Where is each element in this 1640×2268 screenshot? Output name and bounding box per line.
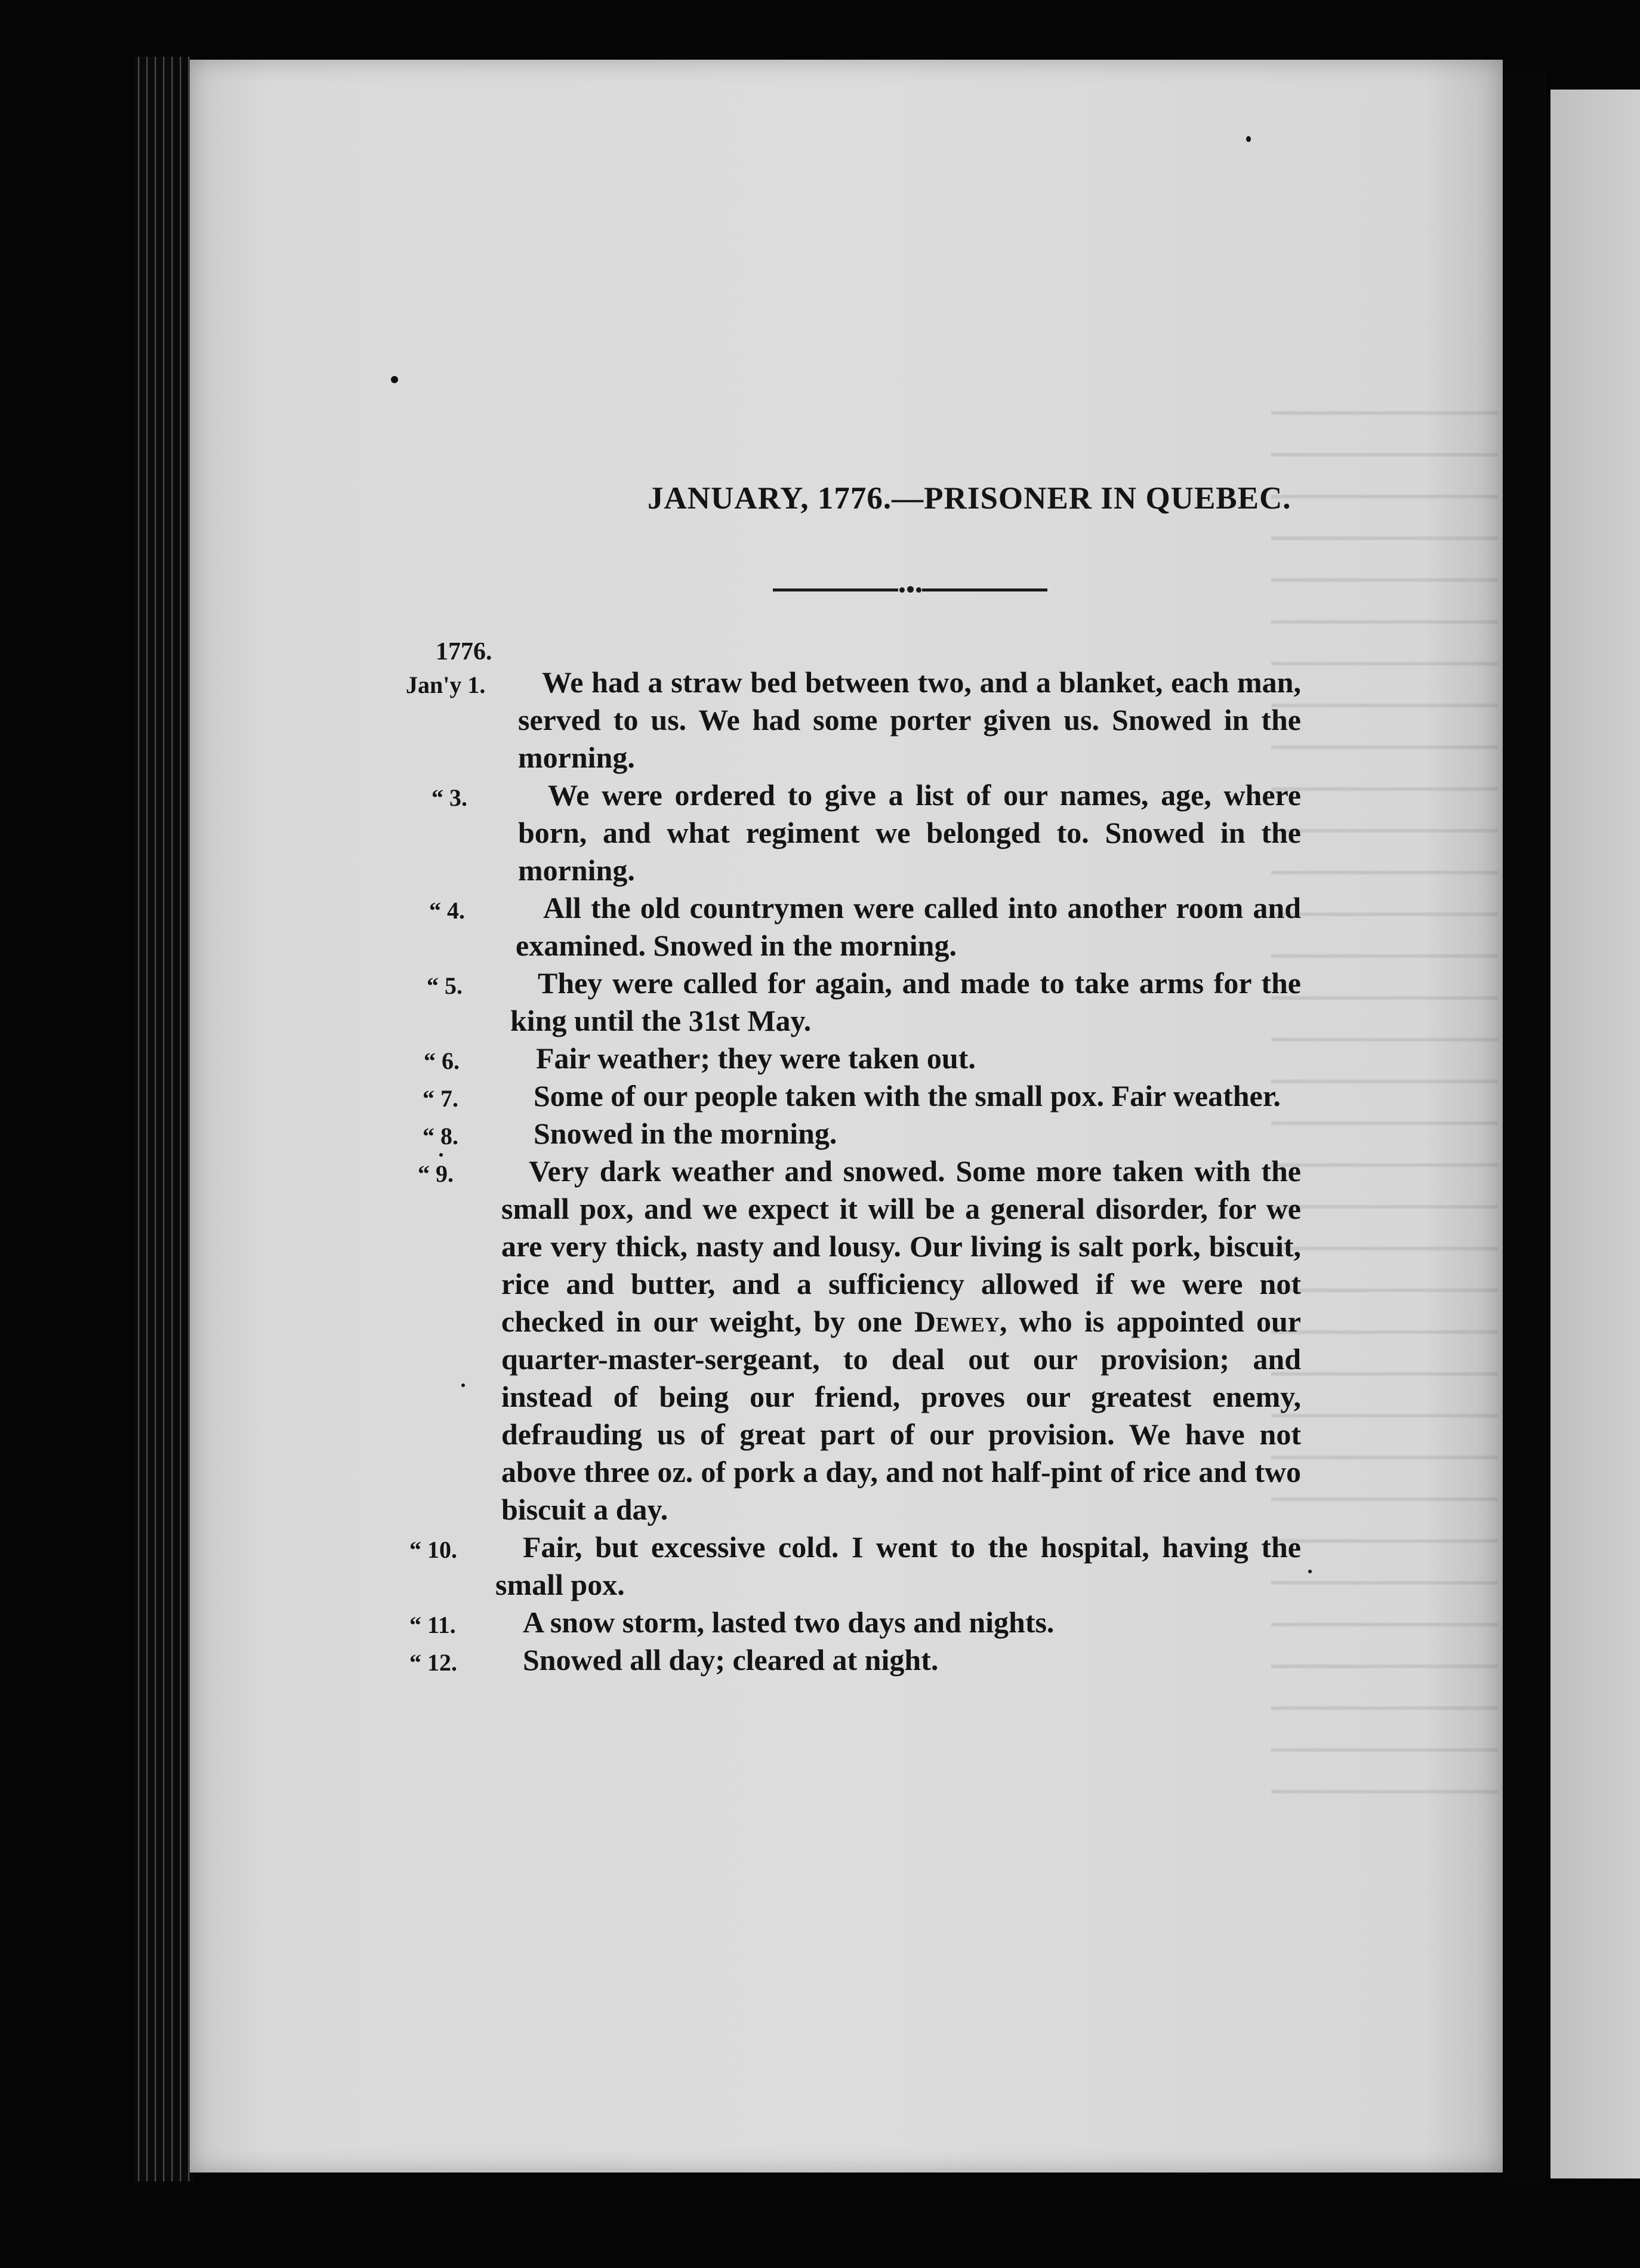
diary-entry <box>406 1040 1301 1077</box>
entry-text: Snowed in the morning. <box>534 1117 837 1150</box>
entry-text: They were called for again, and made to take arms for the king until the 31st May. <box>510 966 1301 1037</box>
diary-entry <box>393 1641 1301 1679</box>
entry-date-label: “ 7. <box>423 1085 458 1112</box>
diary-entry <box>393 1529 1301 1604</box>
book-page-edges <box>134 57 194 2181</box>
entry-text: Fair, but excessive cold. I went to the hospital, having the small pox. <box>495 1530 1301 1601</box>
diary-entry <box>403 1077 1301 1115</box>
rule-line-left <box>773 588 898 591</box>
entry-text-after: , who is appointed our quarter-master-sergeant, to deal out our provision; and instead of being our friend, proves our greatest enemy, defrauding us of great part of our provision. We have not above three oz. of pork a day, and not half-pint of rice and two biscuit a day. <box>501 1305 1301 1526</box>
facing-page-edge <box>1550 90 1640 2178</box>
diary-entry <box>399 1153 1301 1529</box>
scan-speck <box>1246 136 1251 142</box>
entry-text: We were ordered to give a list of our names, age, where born, and what regiment we belonged to. Snowed in the morning. <box>518 778 1301 887</box>
book-gutter <box>1504 72 1546 2184</box>
entry-text-before: Very dark weather and snowed. Some more taken with the small pox, and we expect it will be a general disorder, for we are very thick, nasty and lousy. Our living is salt pork, biscuit, rice and butter, and a sufficiency allowed if we were not checked in our weight, by one <box>501 1154 1301 1338</box>
entry-text: All the old countrymen were called into another room and examined. Snowed in the morning. <box>516 891 1301 962</box>
entry-date-label: “ 8. <box>423 1123 458 1150</box>
diary-entry <box>411 776 1301 889</box>
entry-date-label: “ 4. <box>429 897 465 924</box>
entry-date-label: Jan'y 1. <box>406 671 486 698</box>
show-through-text <box>1271 388 1498 1820</box>
entry-text: We had a straw bed between two, and a blanket, each man, served to us. We had some porter given us. Snowed in the morning. <box>518 665 1301 774</box>
entry-text: Snowed all day; cleared at night. <box>523 1643 939 1677</box>
entry-text <box>399 1153 1301 1529</box>
diary-entry <box>406 964 1301 1040</box>
entry-date-label: “ 9. <box>418 1160 454 1187</box>
ornament-dots <box>898 585 922 594</box>
entry-text: Fair weather; they were taken out. <box>536 1041 976 1075</box>
entry-text: A snow storm, lasted two days and nights. <box>523 1606 1055 1639</box>
entry-date-label: “ 6. <box>424 1047 460 1074</box>
entry-date-label: “ 11. <box>409 1611 456 1638</box>
running-title: JANUARY, 1776.—PRISONER IN QUEBEC. <box>648 481 1291 516</box>
entry-text: Some of our people taken with the small pox. Fair weather. <box>534 1079 1281 1113</box>
diary-entry <box>406 664 1301 776</box>
diary-entry <box>393 1604 1301 1641</box>
ornamental-rule <box>773 585 1047 594</box>
scan-speck <box>1308 1570 1312 1573</box>
entry-date-label: “ 3. <box>431 784 467 811</box>
person-name: Dewey <box>914 1305 1000 1338</box>
entry-date-label: “ 5. <box>427 972 463 999</box>
year-heading: 1776. <box>436 638 492 665</box>
entry-date-label: “ 12. <box>409 1649 457 1676</box>
rule-line-right <box>922 588 1047 591</box>
diary-entries <box>406 664 1301 1679</box>
entry-date-label: “ 10. <box>409 1536 457 1563</box>
diary-entry <box>403 1115 1301 1153</box>
diary-entry <box>408 889 1301 964</box>
scan-speck <box>391 376 398 383</box>
